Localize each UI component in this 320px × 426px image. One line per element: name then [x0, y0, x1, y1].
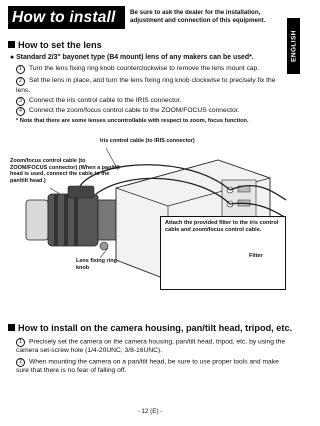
housing-step-1 [16, 338, 286, 356]
lens-section-heading-text: How to set the lens [18, 40, 102, 50]
step-text: When mounting the camera on a pan/tilt head, be sure to use proper tools and make sure that there is no fear of falling off. [16, 358, 279, 375]
square-bullet-icon [8, 41, 15, 48]
step-text: Turn the lens fixing ring knob counterclockwise to remove the lens mount cap. [29, 65, 260, 72]
step-text: Set the lens in place, and turn the lens fixing ring knob clockwise to precisely fix the lens. [16, 77, 276, 94]
lens-illustration [26, 186, 116, 250]
housing-section-heading-text: How to install on the camera housing, pan/tilt head, tripod, etc. [18, 323, 293, 333]
page-subtitle: Be sure to ask the dealer for the installation, adjustment and connection of this equipment. [130, 9, 266, 24]
lens-step-4 [16, 106, 284, 116]
lens-step-2 [16, 76, 284, 95]
lens-standard-line [10, 54, 254, 61]
lens-step-3 [16, 96, 284, 106]
step-number: 1 [16, 338, 25, 347]
square-bullet-icon [8, 324, 15, 331]
dot-bullet-icon: ● [10, 54, 17, 61]
page-header [8, 6, 284, 30]
lens-step-1 [16, 64, 284, 74]
lens-installation-diagram [8, 130, 292, 316]
lens-standard-text: Standard 2/3" bayonet type (B4 mount) lens of any makers can be used*. [16, 54, 254, 61]
step-text: Connect the iris control cable to the IRIS connector. [29, 97, 182, 104]
step-number: 2 [16, 77, 25, 86]
step-text: Connect the zoom/focus control cable to the ZOOM/FOCUS connector. [29, 107, 240, 114]
step-text: Precisely set the camera on the camera housing, pan/tilt head, tripod, etc. by using the camera set-screw hole (1/4-20UNC, 3/8-16UNC). [16, 338, 286, 355]
language-tab-label: ENGLISH [290, 30, 297, 62]
iris-cable-callout: Iris control cable (to IRIS connector) [100, 138, 195, 144]
page-number: - 12 (E) - [137, 408, 163, 415]
zoom-cable-callout: Zoom/focus control cable (to ZOOM/FOCUS connector) (When a pan/tilt head is used, connect the cable to the pan/tilt head.) [10, 158, 120, 184]
step-number: 3 [16, 97, 25, 106]
filter-label: Filter [249, 253, 263, 259]
lens-ring-callout: Lens fixing ring knob [76, 258, 117, 271]
housing-step-2 [16, 358, 286, 376]
filter-instruction-box [160, 216, 286, 290]
page-title: How to install [8, 6, 125, 29]
language-tab [287, 18, 300, 74]
lens-note: * Note that there are some lenses uncontrollable with respect to zoom, focus function. [16, 118, 249, 124]
step-number: 4 [16, 107, 25, 116]
step-number: 2 [16, 358, 25, 367]
filter-instruction-text: Attach the provided filter to the iris control cable and zoom/focus control cable. [165, 220, 279, 233]
step-number: 1 [16, 65, 25, 74]
lens-section-heading [8, 40, 102, 50]
housing-section-heading [8, 323, 292, 333]
